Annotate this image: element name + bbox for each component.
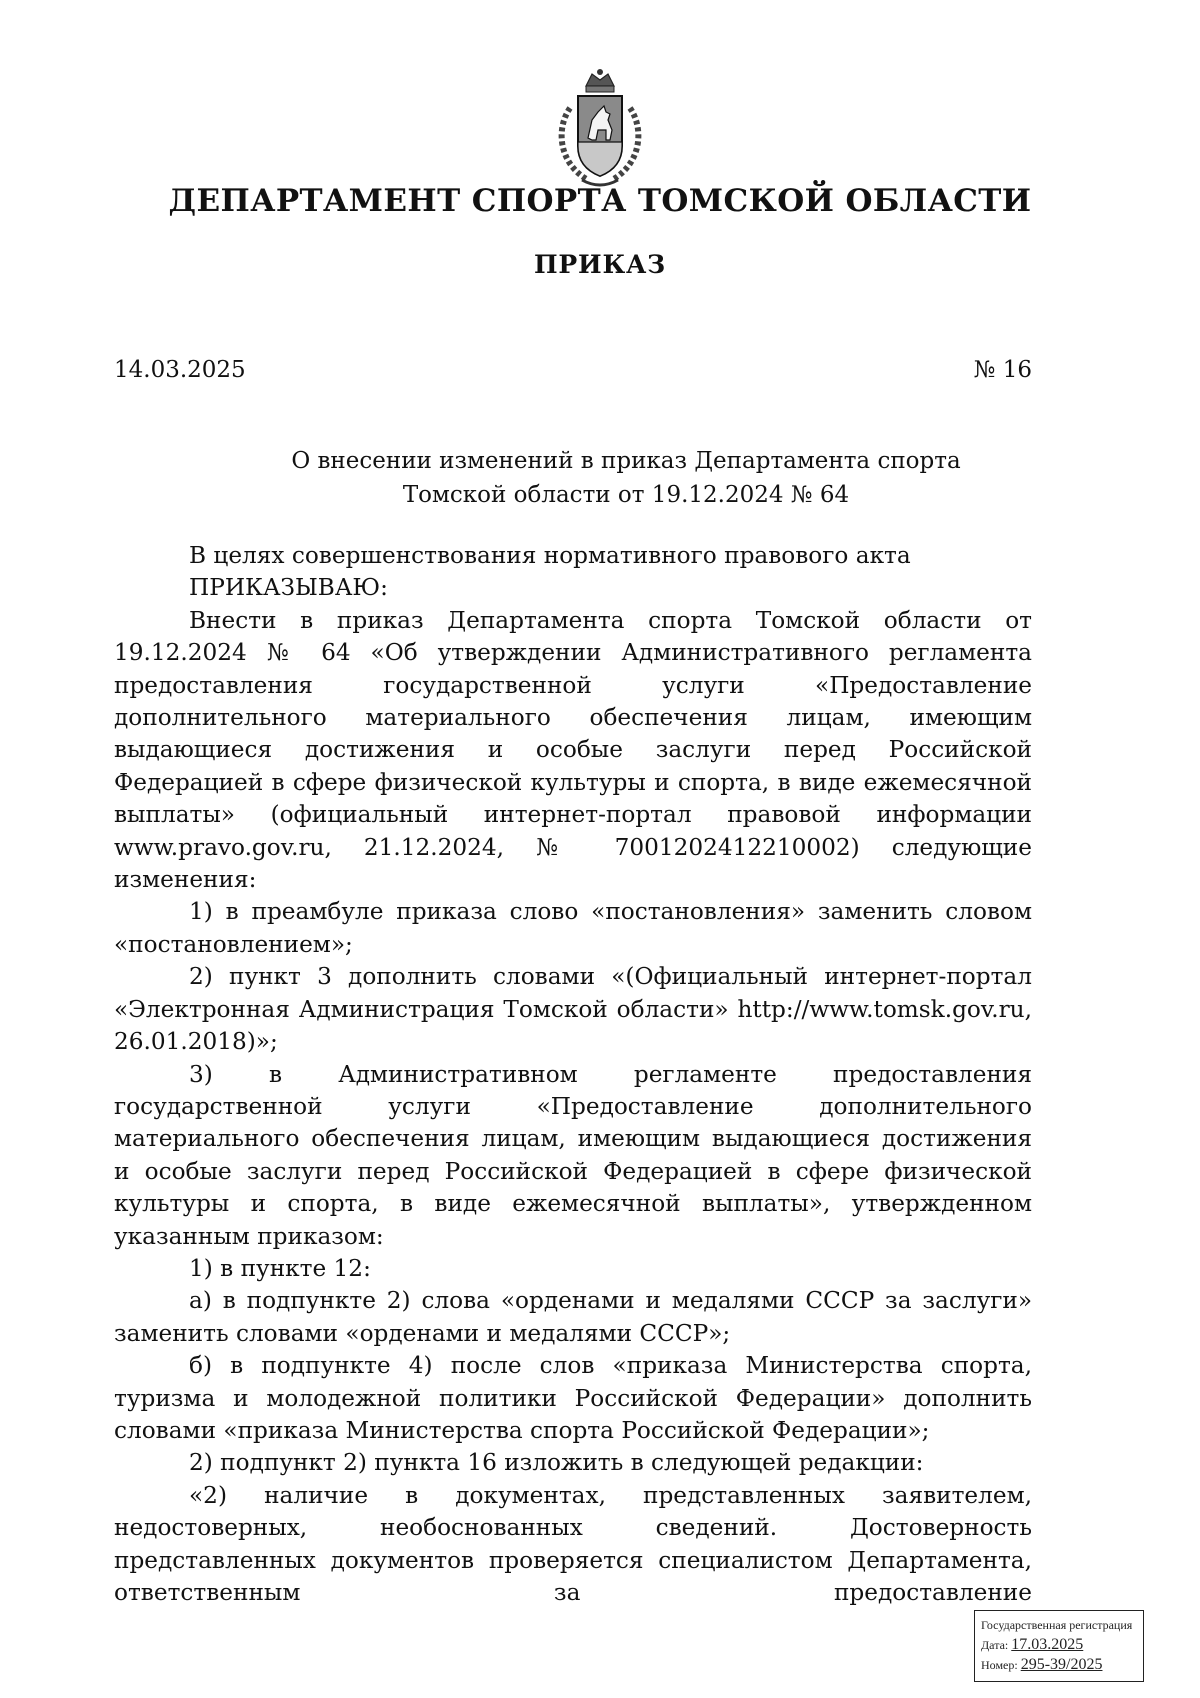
paragraph-order-keyword: ПРИКАЗЫВАЮ: [189,574,388,602]
paragraph-item-2: 2) пункт 3 дополнить словами «(Официальный интернет-портал «Электронная Администрация Томской области» http://www.tomsk.gov.ru, 26.01.2018)»; [114,963,1032,1056]
document-number: № 16 [973,357,1032,383]
paragraph-subitem-2: 2) подпункт 2) пункта 16 изложить в следующей редакции: [189,1449,924,1477]
document-subject [0,444,1200,512]
paragraph-subitem-b: б) в подпункте 4) после слов «приказа Министерства спорта, туризма и молодежной политики Российской Федерации» дополнить словами «приказа Министерства спорта Российской Федерации»; [114,1352,1032,1444]
document-body [114,540,1032,1609]
paragraph-subitem-a: а) в подпункте 2) слова «орденами и медалями СССР за заслуги» заменить словами «орденами и медалями СССР»; [114,1287,1032,1347]
paragraph-item-1: 1) в преамбуле приказа слово «постановления» заменить словом «постановлением»; [114,898,1032,958]
registration-stamp [974,1610,1144,1682]
stamp-date-value: 17.03.2025 [1011,1636,1084,1653]
stamp-date-label: Дата: [981,1638,1009,1652]
stamp-date-row [981,1635,1137,1655]
stamp-number-value: 295-39/2025 [1020,1656,1103,1673]
stamp-number-row [981,1655,1137,1675]
stamp-title: Государственная регистрация [981,1618,1133,1632]
coat-of-arms-icon [548,68,652,192]
subject-line: О внесении изменений в приказ Департамента спорта [291,448,961,474]
document-date: 14.03.2025 [114,357,246,383]
subject-line: Томской области от 19.12.2024 № 64 [402,482,850,508]
document-type: ПРИКАЗ [534,250,666,279]
paragraph-purpose: В целях совершенствования нормативного правового акта [189,542,911,569]
paragraph-subitem-1: 1) в пункте 12: [189,1254,371,1282]
stamp-number-label: Номер: [981,1658,1018,1672]
paragraph-item-3: 3) в Административном регламенте предоставления государственной услуги «Предоставление дополнительного материального обеспечения лицам, имеющим выдающиеся достижения и особые заслуги перед Российской Федерацией в сфере физической культуры и спорта, в виде ежемесячной выплаты», утвержденном указанным приказом: [114,1060,1032,1250]
paragraph-new-wording: «2) наличие в документах, представленных заявителем, недостоверных, необоснованных сведений. Достоверность представленных документов проверяется специалистом Департамента, ответственным за предоставление [114,1481,1032,1606]
department-title: ДЕПАРТАМЕНТ СПОРТА ТОМСКОЙ ОБЛАСТИ [168,183,1032,219]
paragraph-amend-intro: Внести в приказ Департамента спорта Томской области от 19.12.2024 № 64 «Об утверждении Административного регламента предоставления государственной услуги «Предоставление дополнительного материального обеспечения лицам, имеющим выдающиеся достижения и особые заслуги перед Российской Федерацией в сфере физической культуры и спорта, в виде ежемесячной выплаты» (официальный интернет-портал правовой информации www.pravo.gov.ru, 21.12.2024, № 7001202412210002) следующие изменения: [114,606,1032,894]
